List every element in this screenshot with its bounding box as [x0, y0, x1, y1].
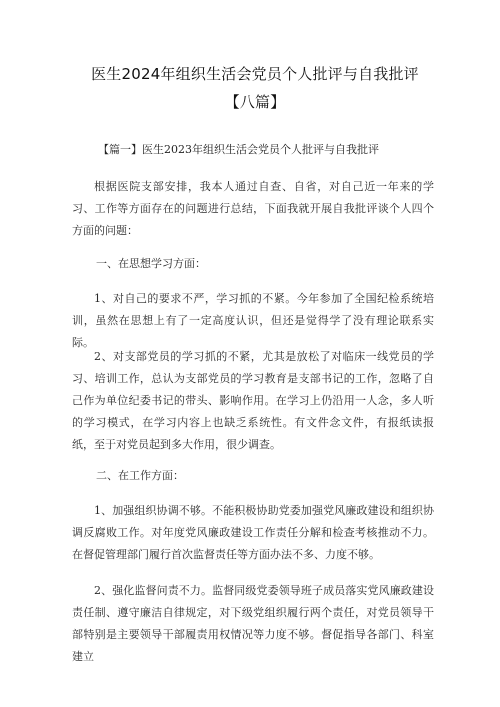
- section-heading-work: 二、在工作方面：: [96, 469, 184, 482]
- work-point-2: 2、强化监督问责不力。监督同级党委领导班子成员落实党风廉政建设责任制、遵守廉洁自律规定，对下级党组织履行两个责任，对党员领导干部特别是主要领导干部履责用权情况等力度不够。督促指导各部门、科室建立: [72, 584, 434, 663]
- study-point-2: 2、对支部党员的学习抓的不紧，尤其是放松了对临床一线党员的学习、培训工作，总认为支部党员的学习教育是支部书记的工作，忽略了自己作为单位纪委书记的带头、影响作用。在学习上仍沿用一人念，多人听的学习模式，在学习内容上也缺乏系统性。有文件念文件，有报纸读报纸，至于对党员起到多大作用，很少调查。: [72, 350, 434, 451]
- study-point-1: 1、对自己的要求不严，学习抓的不紧。今年参加了全国纪检系统培训，虽然在思想上有了一定高度认识，但还是觉得学了没有理论联系实际。: [72, 292, 434, 349]
- document-title: 医生2024年组织生活会党员个人批评与自我批评【八篇】: [91, 65, 419, 111]
- section-heading-study: 一、在思想学习方面：: [96, 257, 206, 270]
- work-point-1: 1、加强组织协调不够。不能积极协助党委加强党风廉政建设和组织协调反腐败工作。对年度党风廉政建设工作责任分解和检查考核推动不力。在督促管理部门履行首次监督责任等方面办法不多、力度不够。: [72, 504, 434, 561]
- intro-paragraph: 根据医院支部安排，我本人通过自查、自省，对自己近一年来的学习、工作等方面存在的问题进行总结，下面我就开展自我批评谈个人四个方面的问题：: [72, 180, 434, 237]
- section-subtitle: 【篇一】医生2023年组织生活会党员个人批评与自我批评: [98, 143, 379, 156]
